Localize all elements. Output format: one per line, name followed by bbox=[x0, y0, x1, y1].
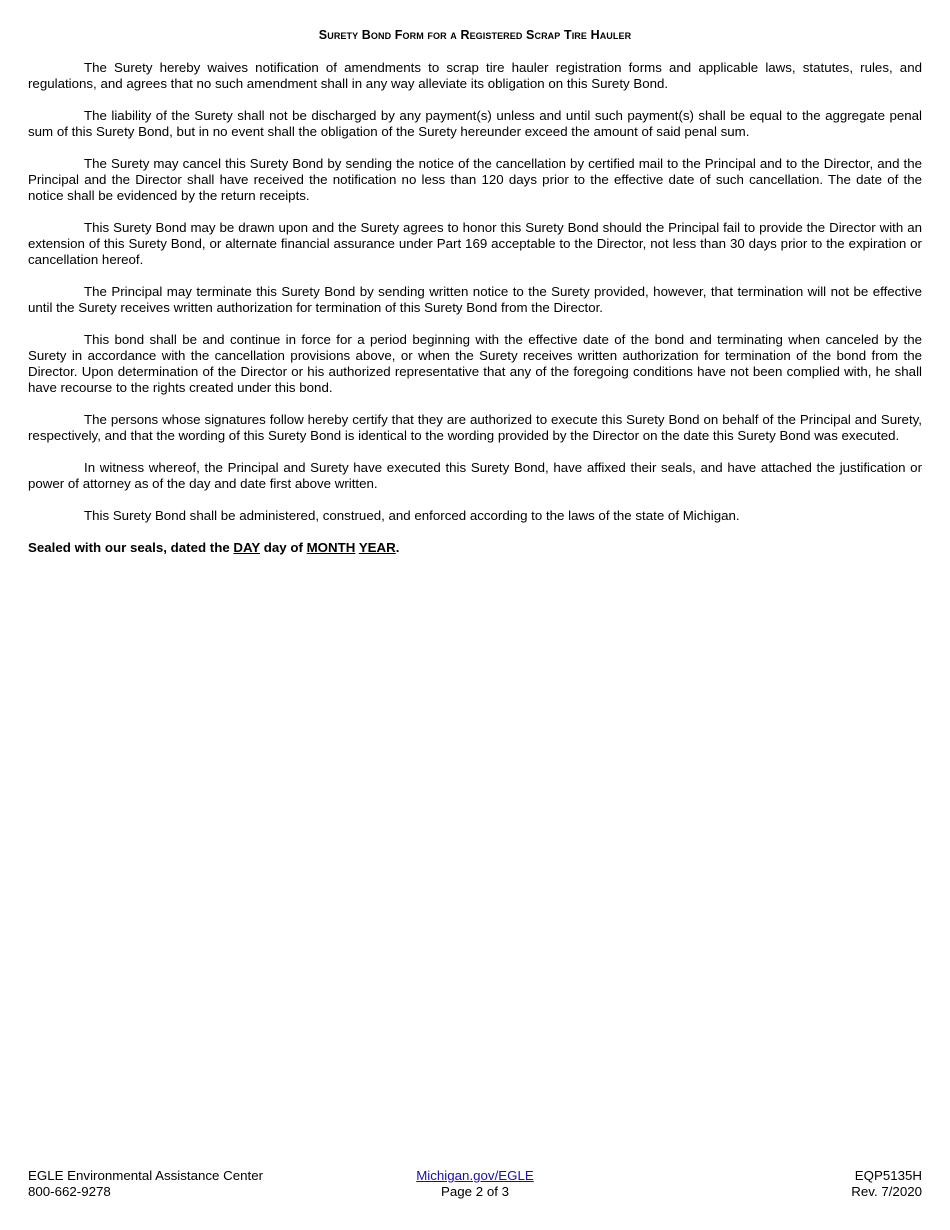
paragraph-waiver: The Surety hereby waives notification of amendments to scrap tire hauler registration forms and applicable laws, statutes, rules, and regulations, and agrees that no such amendment shall in any way alleviate its obligation on this Surety Bond. bbox=[28, 60, 922, 91]
paragraph-draw-upon: This Surety Bond may be drawn upon and the Surety agrees to honor this Surety Bond should the Principal fail to provide the Director with an extension of this Surety Bond, or alternate financial assurance under Part 169 acceptable to the Director, not less than 30 days prior to the expiration or cancellation hereof. bbox=[28, 220, 922, 267]
bond-body bbox=[28, 60, 922, 556]
paragraph-liability: The liability of the Surety shall not be discharged by any payment(s) unless and until such payment(s) shall be equal to the aggregate penal sum of this Surety Bond, but in no event shall the obligation of the Surety hereunder exceed the amount of said penal sum. bbox=[28, 108, 922, 139]
footer-egle-link[interactable]: Michigan.gov/EGLE bbox=[416, 1168, 534, 1183]
sealed-statement bbox=[28, 540, 922, 556]
sealed-suffix: . bbox=[395, 540, 400, 555]
paragraph-duration: This bond shall be and continue in force for a period beginning with the effective date of the bond and terminating when canceled by the Surety in accordance with the cancellation provisions above, or when the Surety receives written authorization for termination of the bond from the Director. Upon determination of the Director or his authorized representative that any of the foregoing conditions have not been complied with, he shall have recourse to the rights created under this bond. bbox=[28, 332, 922, 395]
footer-phone: 800-662-9278 bbox=[28, 1184, 111, 1199]
sealed-mid: day of bbox=[260, 540, 307, 555]
footer-page-number: Page 2 of 3 bbox=[440, 1184, 510, 1199]
month-placeholder: MONTH bbox=[306, 540, 356, 555]
footer-revision: Rev. 7/2020 bbox=[851, 1184, 922, 1199]
paragraph-witness: In witness whereof, the Principal and Surety have executed this Surety Bond, have affixed their seals, and have attached the justification or power of attorney as of the day and date first above written. bbox=[28, 460, 922, 491]
page-title: Surety Bond Form for a Registered Scrap Tire Hauler bbox=[318, 28, 632, 42]
page-footer bbox=[28, 1168, 922, 1202]
day-placeholder: DAY bbox=[233, 540, 261, 555]
paragraph-cancellation: The Surety may cancel this Surety Bond by sending the notice of the cancellation by certified mail to the Principal and to the Director, and the Principal and the Director shall have received the notification no less than 120 days prior to the effective date of such cancellation. The date of the notice shall be evidenced by the return receipts. bbox=[28, 156, 922, 203]
sealed-prefix: Sealed with our seals, dated the bbox=[28, 540, 234, 555]
footer-org: EGLE Environmental Assistance Center bbox=[28, 1168, 264, 1183]
footer-right bbox=[851, 1168, 922, 1200]
paragraph-signatures: The persons whose signatures follow hereby certify that they are authorized to execute this Surety Bond on behalf of the Principal and Surety, respectively, and that the wording of this Surety Bond is identical to the wording provided by the Director on the date this Surety Bond was executed. bbox=[28, 412, 922, 443]
paragraph-governing-law: This Surety Bond shall be administered, construed, and enforced according to the laws of the state of Michigan. bbox=[84, 508, 740, 523]
paragraph-termination: The Principal may terminate this Surety Bond by sending written notice to the Surety provided, however, that termination will not be effective until the Surety receives written authorization for termination of this Surety Bond from the Director. bbox=[28, 284, 922, 315]
footer-center bbox=[28, 1168, 922, 1200]
footer-form-id: EQP5135H bbox=[854, 1168, 922, 1183]
year-placeholder: YEAR bbox=[358, 540, 396, 555]
